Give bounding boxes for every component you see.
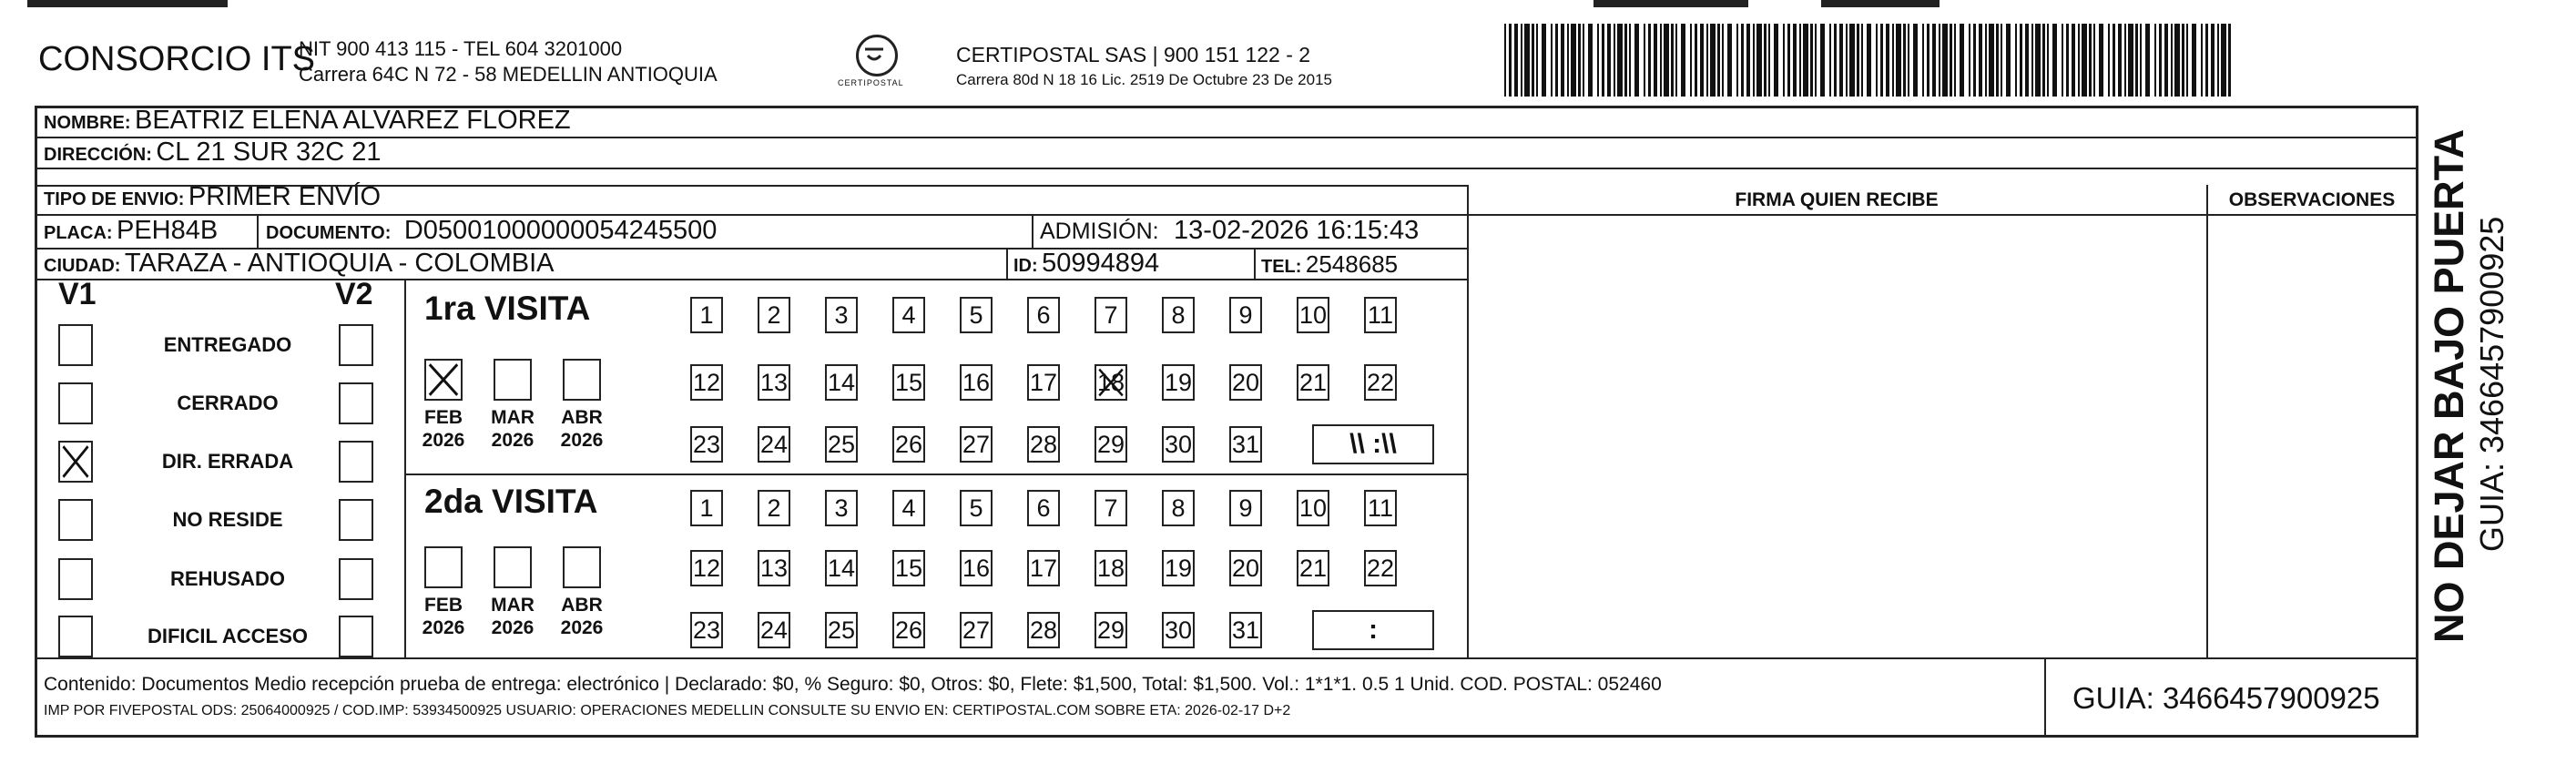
barcode-bar [2078, 24, 2080, 97]
barcode-bar [1903, 24, 1906, 97]
barcode-bar [1644, 24, 1645, 97]
v1-checkbox[interactable] [58, 558, 93, 600]
barcode-bar [1695, 24, 1697, 97]
day-box[interactable]: 12 [690, 364, 723, 401]
day-box[interactable]: 4 [892, 297, 925, 333]
day-box[interactable]: 23 [690, 426, 723, 463]
barcode-bar [1803, 24, 1808, 97]
barcode-bar [1624, 24, 1627, 97]
month-year: 2026 [422, 430, 465, 451]
month-label [555, 406, 609, 452]
placa-row [44, 216, 218, 246]
signature-area[interactable] [1469, 216, 2204, 657]
day-box[interactable]: 20 [1229, 550, 1262, 586]
barcode-bar [1504, 24, 1506, 97]
day-box[interactable]: 22 [1364, 364, 1397, 401]
admision-label: ADMISIÓN: [1040, 219, 1159, 244]
day-box[interactable]: 13 [758, 550, 790, 586]
barcode-bar [1973, 24, 1976, 97]
barcode-bar [2159, 24, 2162, 97]
barcode-bar [2062, 24, 2063, 97]
day-box[interactable]: 3 [825, 297, 858, 333]
company-nit: NIT 900 413 115 - TEL 604 3201000 [299, 37, 623, 60]
day-box[interactable]: 7 [1095, 490, 1127, 526]
barcode-bar [1932, 24, 1936, 97]
barcode-bar [2020, 24, 2022, 97]
v2-checkbox[interactable] [339, 616, 373, 657]
barcode-bar [1536, 24, 1538, 97]
ciudad-row [44, 249, 554, 279]
barcode-bar [2171, 24, 2173, 97]
tipo-envio-label: TIPO DE ENVIO: [44, 189, 185, 209]
barcode-bar [1671, 24, 1674, 97]
barcode-bar [1690, 24, 1692, 97]
barcode-bar [2128, 24, 2133, 97]
month-label [485, 594, 540, 639]
company-name: CONSORCIO ITS [38, 40, 316, 78]
day-box[interactable]: 22 [1364, 550, 1397, 586]
footer-contents: Contenido: Documentos Medio recepción prueba de entrega: electrónico | Declarado: $0, % Seguro: $0, Otros: $0, Flete: $1,500, Total: $1,500. Vol.: 1*1*1. 0.5 1 Unid. COD. POSTAL: 052460 [44, 674, 1662, 695]
barcode-bar [1913, 24, 1918, 97]
barcode-bar [1607, 24, 1611, 97]
first-visit-title: 1ra VISITA [424, 290, 591, 327]
day-box[interactable]: 3 [825, 490, 858, 526]
day-box[interactable]: 11 [1364, 490, 1397, 526]
barcode-bar [1614, 24, 1615, 97]
v1-checkbox[interactable] [58, 324, 93, 366]
certipostal-logo-text: CERTIPOSTAL [838, 78, 904, 87]
observaciones-header: OBSERVACIONES [2228, 189, 2396, 210]
barcode-bar [1922, 24, 1924, 97]
day-box[interactable]: 25 [825, 426, 858, 463]
barcode-bar [1551, 24, 1553, 97]
barcode-bar [2140, 24, 2142, 97]
barcode-bar [2164, 24, 2168, 97]
day-box[interactable]: 1 [690, 490, 723, 526]
barcode-bar [1583, 24, 1584, 97]
month-label [485, 406, 540, 452]
day-box[interactable]: 29 [1095, 426, 1127, 463]
v1-checkbox[interactable] [58, 616, 93, 657]
day-box[interactable]: 6 [1027, 490, 1060, 526]
documento-value: D05001000000054245500 [403, 216, 718, 245]
barcode-bar [2174, 24, 2180, 97]
nombre-value: BEATRIZ ELENA ALVAREZ FLOREZ [135, 106, 571, 135]
barcode-bar [1629, 24, 1631, 97]
day-box[interactable]: 21 [1297, 550, 1329, 586]
v2-checkbox[interactable] [339, 558, 373, 600]
month-checkbox[interactable] [563, 359, 601, 401]
barcode-bar [1588, 24, 1593, 97]
barcode-bar [2015, 24, 2017, 97]
tel-label: TEL: [1261, 257, 1302, 277]
day-box[interactable]: 29 [1095, 612, 1127, 648]
ciudad-label: CIUDAD: [44, 256, 121, 276]
tel-row [1261, 250, 1398, 279]
v2-checkbox[interactable] [339, 324, 373, 366]
no-dejar-bajo-puerta: NO DEJAR BAJO PUERTA [2426, 128, 2472, 643]
barcode-bar [1509, 24, 1512, 97]
barcode-bar [1839, 24, 1843, 97]
barcode-bar [1954, 24, 1956, 97]
day-box[interactable]: 2 [758, 297, 790, 333]
barcode-bar [1892, 24, 1894, 97]
barcode-bar [1654, 24, 1657, 97]
barcode-bar [2145, 24, 2150, 97]
barcode-bar [2035, 24, 2041, 97]
tipo-envio-row [44, 182, 381, 212]
id-value: 50994894 [1042, 249, 1160, 278]
day-box[interactable]: 30 [1162, 426, 1195, 463]
barcode-bar [1815, 24, 1817, 97]
day-box[interactable]: 4 [892, 490, 925, 526]
barcode-bar [2042, 24, 2045, 97]
barcode-bar [1969, 24, 1970, 97]
month-name: ABR [561, 407, 603, 428]
status-option-label: CERRADO [177, 392, 279, 414]
barcode-bar [1820, 24, 1825, 97]
barcode-bar [1764, 24, 1767, 97]
month-checkbox[interactable] [494, 546, 532, 588]
first-visit-time[interactable]: \\ :\\ [1312, 424, 1434, 464]
second-visit-time[interactable]: : [1312, 610, 1434, 650]
v2-checkbox[interactable] [339, 499, 373, 541]
v1-checkbox[interactable] [58, 441, 93, 483]
observations-area[interactable] [2208, 216, 2416, 657]
barcode-bar [1542, 24, 1546, 97]
barcode-bar [1942, 24, 1948, 97]
barcode-bar [1648, 24, 1651, 97]
day-box[interactable]: 28 [1027, 612, 1060, 648]
barcode-bar [1675, 24, 1677, 97]
carrier-name: CERTIPOSTAL SAS | 900 151 122 - 2 [956, 43, 1311, 66]
barcode-bar [2124, 24, 2126, 97]
barcode-bar [2025, 24, 2029, 97]
barcode-bar [1602, 24, 1604, 97]
day-box[interactable]: 17 [1027, 364, 1060, 401]
month-label [416, 406, 471, 452]
day-box[interactable]: 31 [1229, 612, 1262, 648]
barcode-bar [1834, 24, 1837, 97]
v1-checkbox[interactable] [58, 499, 93, 541]
day-box[interactable]: 1 [690, 297, 723, 333]
barcode-bar [2047, 24, 2049, 97]
barcode-bar [1950, 24, 1952, 97]
carrier-address: Carrera 80d N 18 16 Lic. 2519 De Octubre 23 De 2015 [956, 71, 1332, 88]
month-name: MAR [491, 407, 535, 428]
barcode-bar [1524, 24, 1530, 97]
day-box[interactable]: 24 [758, 426, 790, 463]
day-box[interactable]: 8 [1162, 297, 1195, 333]
day-box[interactable]: 15 [892, 364, 925, 401]
barcode-bar [1846, 24, 1848, 97]
day-box[interactable]: 19 [1162, 364, 1195, 401]
v2-checkbox[interactable] [339, 441, 373, 483]
barcode-bar [2072, 24, 2075, 97]
v1-checkbox[interactable] [58, 382, 93, 424]
status-option-label: DIR. ERRADA [161, 450, 294, 473]
barcode-bar [1810, 24, 1813, 97]
day-box[interactable]: 9 [1229, 297, 1262, 333]
day-box[interactable]: 16 [960, 364, 993, 401]
barcode-bar [1880, 24, 1883, 97]
barcode-bar [1567, 24, 1569, 97]
barcode-bar [1829, 24, 1831, 97]
nombre-label: NOMBRE: [44, 113, 131, 133]
barcode-bar [2182, 24, 2184, 97]
barcode-bar [2186, 24, 2188, 97]
barcode-bar [1989, 24, 1994, 97]
barcode-bar [2099, 24, 2103, 97]
placa-value: PEH84B [117, 216, 219, 245]
barcode-bar [2205, 24, 2208, 97]
day-box[interactable]: 12 [690, 550, 723, 586]
barcode-bar [1700, 24, 1704, 97]
day-box[interactable]: 31 [1229, 426, 1262, 463]
barcode-bar [2031, 24, 2033, 97]
day-box[interactable]: 6 [1027, 297, 1060, 333]
barcode-bar [2192, 24, 2196, 97]
day-box[interactable]: 17 [1027, 550, 1060, 586]
tel-value: 2548685 [1305, 250, 1399, 278]
id-label: ID: [1013, 256, 1038, 276]
month-name: MAR [491, 595, 535, 616]
barcode-bar [1886, 24, 1889, 97]
barcode-bar [1876, 24, 1878, 97]
barcode-bar [1979, 24, 1982, 97]
barcode-bar [1787, 24, 1790, 97]
barcode-bar [1861, 24, 1863, 97]
barcode-bar [2154, 24, 2156, 97]
footer-print-info: IMP POR FIVEPOSTAL ODS: 25064000925 / COD.IMP: 53934500925 USUARIO: OPERACIONES MEDELLIN CONSULTE SU ENVIO EN: CERTIPOSTAL.COM SOBRE ETA: 2026-02-17 D+2 [44, 703, 1291, 718]
day-box[interactable]: 14 [825, 550, 858, 586]
month-checkbox[interactable] [424, 546, 463, 588]
day-box[interactable]: 27 [960, 426, 993, 463]
barcode-bar [2221, 24, 2226, 97]
barcode-bar [1561, 24, 1564, 97]
month-year: 2026 [491, 617, 535, 638]
barcode-bar [1753, 24, 1755, 97]
certipostal-logo-icon [856, 35, 898, 76]
v2-header: V2 [335, 277, 373, 311]
top-edge-line-mid [1593, 0, 1748, 7]
barcode-bar [1717, 24, 1720, 97]
barcode-bar [1939, 24, 1940, 97]
barcode-bar [1681, 24, 1685, 97]
company-address: Carrera 64C N 72 - 58 MEDELLIN ANTIOQUIA [299, 63, 718, 86]
barcode-bar [1857, 24, 1859, 97]
day-box[interactable]: 26 [892, 612, 925, 648]
barcode-bar [1710, 24, 1716, 97]
day-box[interactable]: 30 [1162, 612, 1195, 648]
barcode-bar [2135, 24, 2138, 97]
month-year: 2026 [560, 430, 604, 451]
admision-value: 13-02-2026 16:15:43 [1174, 216, 1420, 245]
barcode-bar [2201, 24, 2203, 97]
month-year: 2026 [560, 617, 604, 638]
barcode-bar [1597, 24, 1599, 97]
barcode-bar [2052, 24, 2057, 97]
id-row [1013, 249, 1159, 279]
v2-checkbox[interactable] [339, 382, 373, 424]
barcode-bar [1578, 24, 1581, 97]
day-box[interactable]: 11 [1364, 297, 1397, 333]
month-year: 2026 [491, 430, 535, 451]
day-box[interactable]: 16 [960, 550, 993, 586]
barcode-bar [1722, 24, 1724, 97]
month-checkbox[interactable] [424, 359, 463, 401]
day-box[interactable]: 18 [1095, 550, 1127, 586]
barcode-bar [1774, 24, 1778, 97]
status-option-label: ENTREGADO [163, 333, 292, 356]
firma-header: FIRMA QUIEN RECIBE [1735, 189, 1939, 210]
top-edge-line-right [1821, 0, 1940, 7]
barcode-bar [2228, 24, 2231, 97]
barcode-bar [1706, 24, 1708, 97]
barcode-bar [1660, 24, 1662, 97]
direccion-label: DIRECCIÓN: [44, 145, 152, 165]
day-box[interactable]: 5 [960, 490, 993, 526]
barcode-bar [1768, 24, 1770, 97]
barcode-bar [1521, 24, 1522, 97]
barcode-bar [1793, 24, 1797, 97]
month-name: ABR [561, 595, 603, 616]
barcode-bar [1783, 24, 1785, 97]
day-box[interactable]: 23 [690, 612, 723, 648]
day-box[interactable]: 21 [1297, 364, 1329, 401]
barcode-bar [1799, 24, 1801, 97]
status-option-label: REHUSADO [170, 567, 285, 590]
barcode-bar [1532, 24, 1534, 97]
barcode-bar [1741, 24, 1744, 97]
day-box[interactable]: 19 [1162, 550, 1195, 586]
barcode-bar [1756, 24, 1762, 97]
day-box[interactable]: 15 [892, 550, 925, 586]
top-edge-line-left [27, 0, 228, 7]
day-box[interactable]: 2 [758, 490, 790, 526]
barcode-bar [2006, 24, 2011, 97]
day-box[interactable]: 27 [960, 612, 993, 648]
barcode-bar [1896, 24, 1901, 97]
documento-row [266, 216, 717, 246]
barcode-bar [2108, 24, 2110, 97]
barcode-bar [2089, 24, 2092, 97]
status-option-label: NO RESIDE [172, 508, 283, 531]
barcode-bar [1908, 24, 1909, 97]
day-box[interactable]: 28 [1027, 426, 1060, 463]
barcode-bar [1664, 24, 1669, 97]
barcode-bar [1927, 24, 1929, 97]
barcode-bar [1736, 24, 1738, 97]
barcode-bar [1849, 24, 1855, 97]
day-box[interactable]: 5 [960, 297, 993, 333]
v1-header: V1 [58, 277, 97, 311]
documento-label: DOCUMENTO: [266, 223, 392, 243]
barcode-bar [2211, 24, 2215, 97]
barcode-bar [1960, 24, 1964, 97]
placa-label: PLACA: [44, 223, 113, 243]
guia-number: GUIA: 3466457900925 [2072, 681, 2380, 715]
barcode-bar [2113, 24, 2115, 97]
side-guia-number: GUIA: 3466457900925 [2473, 216, 2510, 552]
barcode-bar [2066, 24, 2069, 97]
day-box[interactable]: 26 [892, 426, 925, 463]
day-box[interactable]: 14 [825, 364, 858, 401]
direccion-row [44, 137, 382, 168]
barcode-bar [1727, 24, 1732, 97]
barcode-bar [2001, 24, 2002, 97]
barcode-bar [1555, 24, 1558, 97]
barcode-bar [1746, 24, 1750, 97]
barcode-bar [1617, 24, 1623, 97]
day-box[interactable]: 10 [1297, 490, 1329, 526]
month-label [555, 594, 609, 639]
barcode-bar [2082, 24, 2087, 97]
day-box[interactable]: 10 [1297, 297, 1329, 333]
barcode-bar [2118, 24, 2122, 97]
barcode-bar [1571, 24, 1576, 97]
month-name: FEB [424, 407, 463, 428]
month-label [416, 594, 471, 639]
direccion-value: CL 21 SUR 32C 21 [156, 137, 382, 167]
barcode-bar [1867, 24, 1871, 97]
month-year: 2026 [422, 617, 465, 638]
barcode [1504, 24, 2240, 97]
nombre-row [44, 106, 571, 136]
day-box[interactable]: 13 [758, 364, 790, 401]
month-name: FEB [424, 595, 463, 616]
status-option-label: DIFICIL ACCESO [147, 625, 308, 647]
barcode-bar [2093, 24, 2095, 97]
day-box[interactable]: 25 [825, 612, 858, 648]
day-box[interactable]: 18 [1095, 364, 1127, 401]
day-box[interactable]: 24 [758, 612, 790, 648]
barcode-bar [1985, 24, 1987, 97]
second-visit-title: 2da VISITA [424, 483, 598, 520]
day-box[interactable]: 8 [1162, 490, 1195, 526]
day-box[interactable]: 9 [1229, 490, 1262, 526]
month-checkbox[interactable] [563, 546, 601, 588]
tipo-envio-value: PRIMER ENVÍO [188, 182, 382, 211]
barcode-bar [1996, 24, 1999, 97]
barcode-bar [1634, 24, 1639, 97]
admision-row [1040, 216, 1419, 246]
barcode-bar [1514, 24, 1518, 97]
barcode-bar [2217, 24, 2219, 97]
day-box[interactable]: 20 [1229, 364, 1262, 401]
day-box[interactable]: 7 [1095, 297, 1127, 333]
ciudad-value: TARAZA - ANTIOQUIA - COLOMBIA [124, 249, 555, 278]
month-checkbox[interactable] [494, 359, 532, 401]
